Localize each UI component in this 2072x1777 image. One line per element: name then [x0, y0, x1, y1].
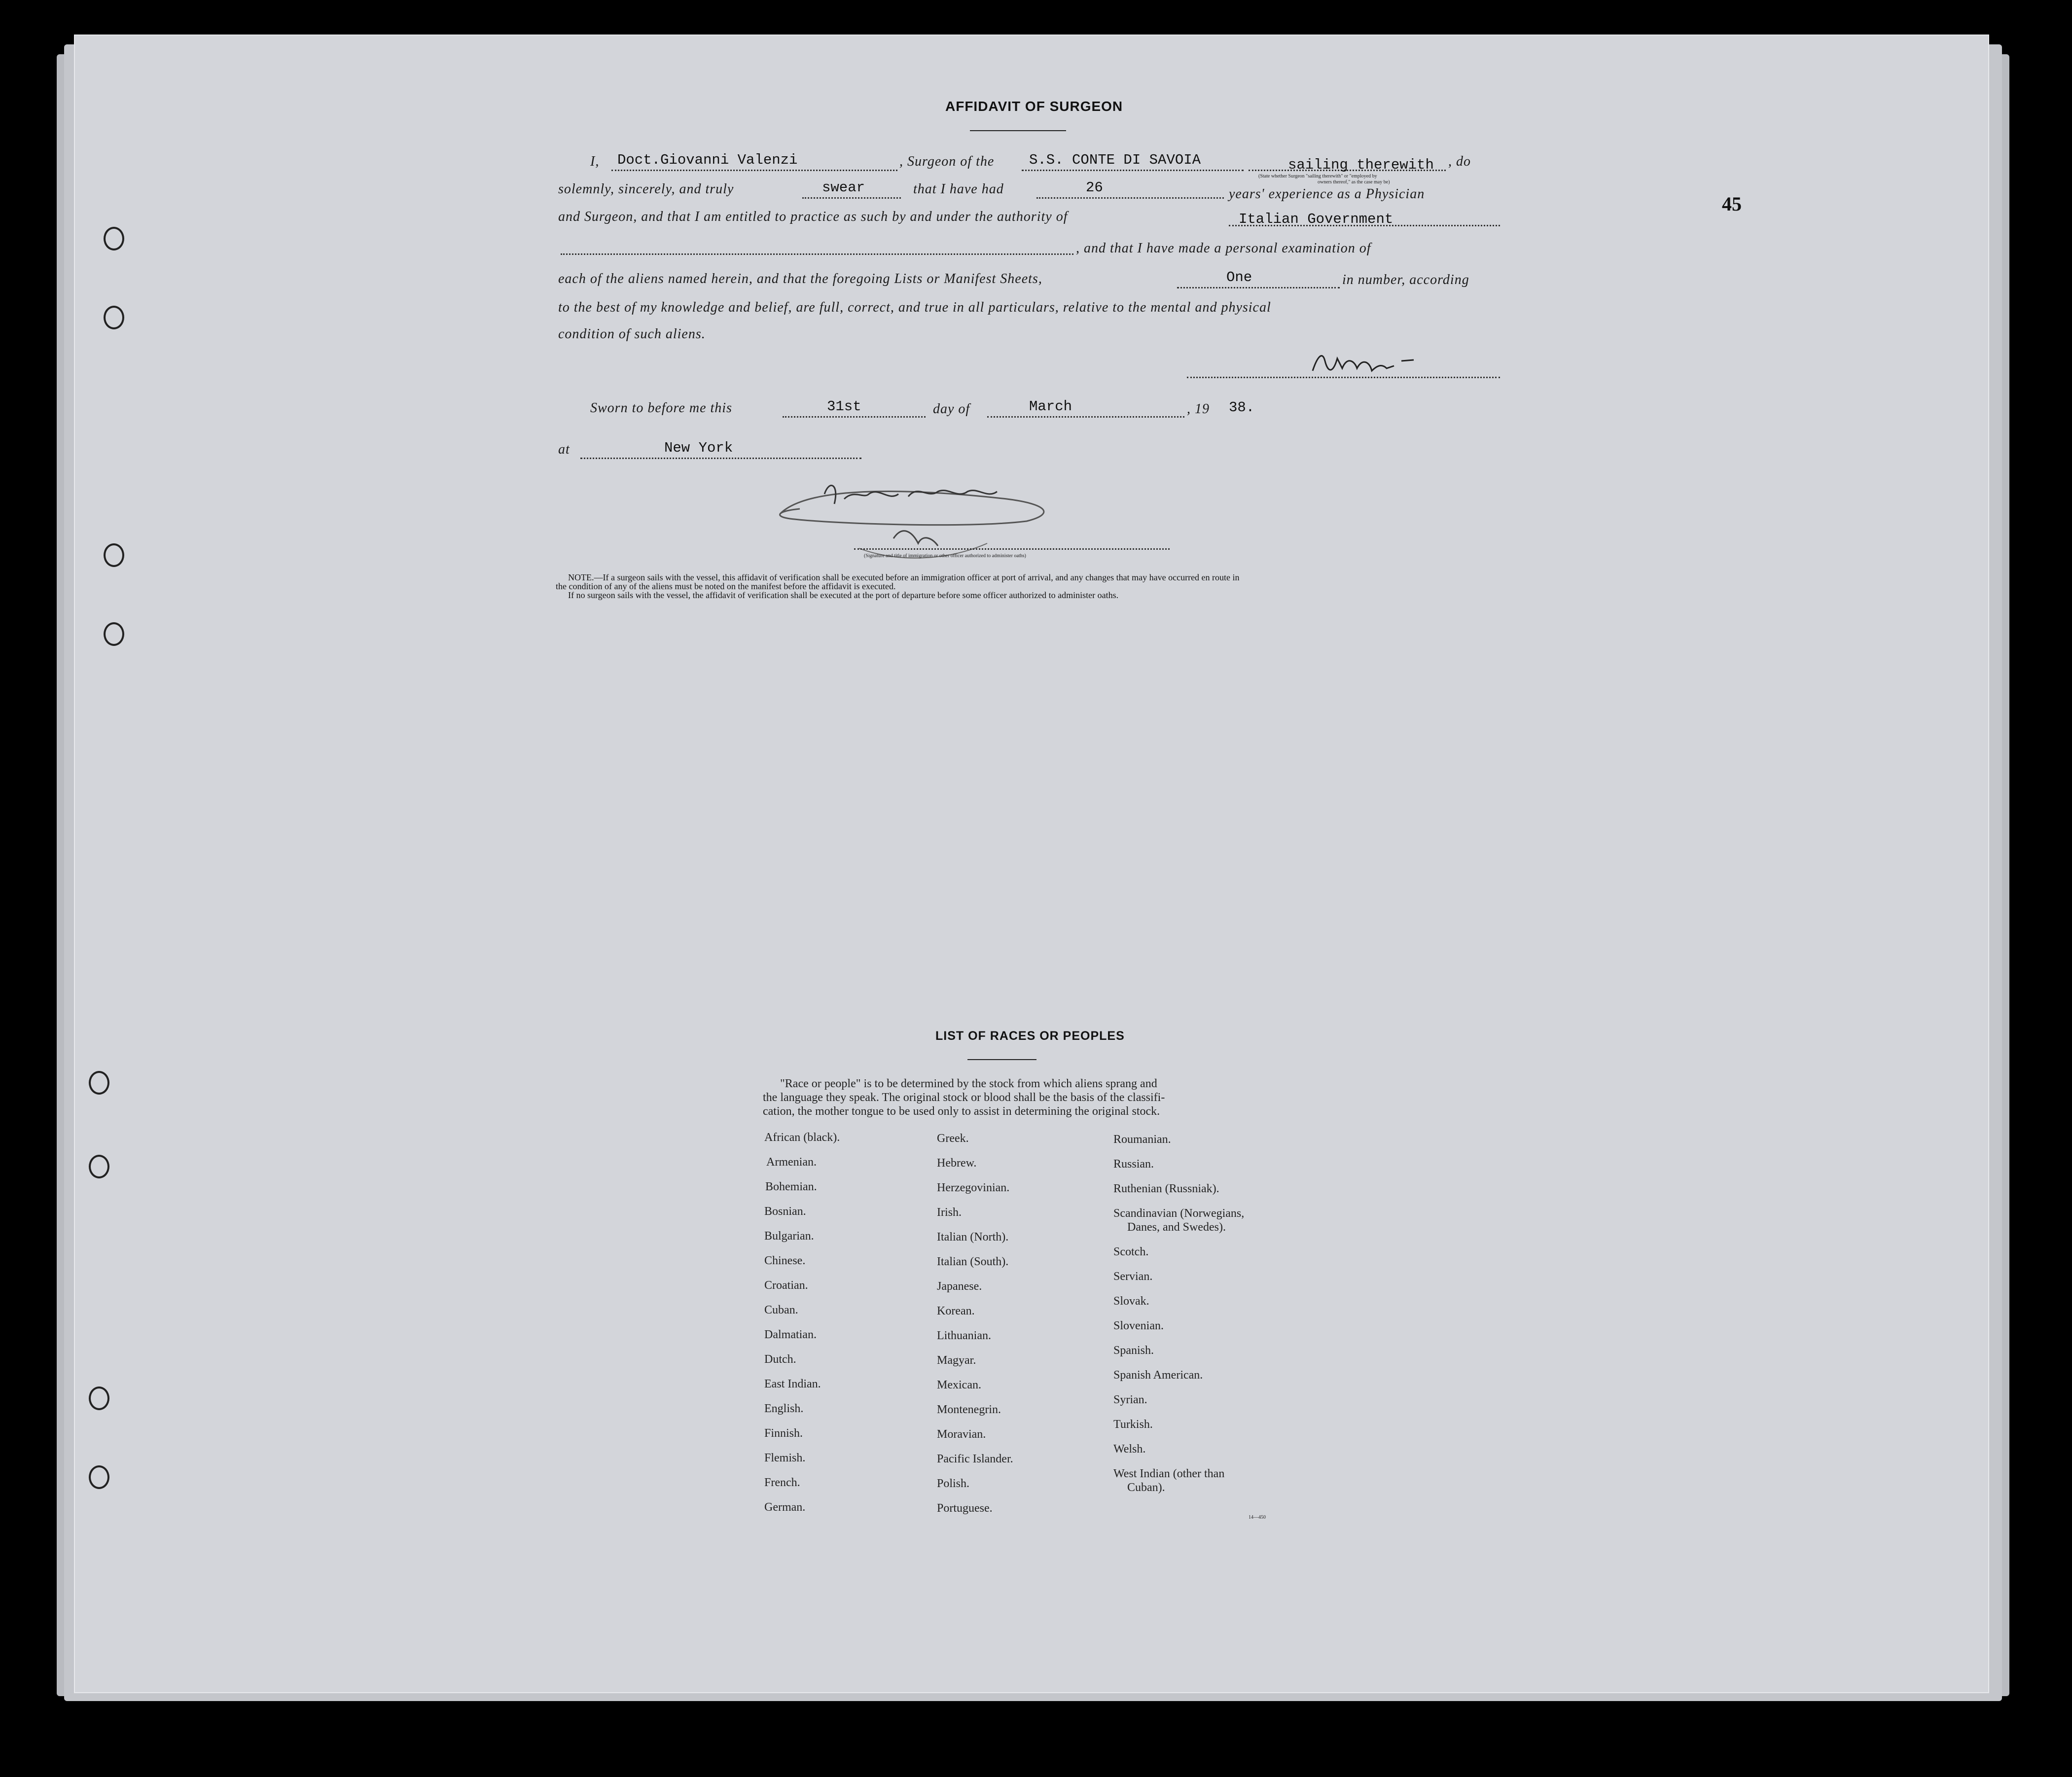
race-item: Scotch.: [1113, 1245, 1149, 1258]
race-item: German.: [764, 1501, 806, 1514]
affidavit-text: to the best of my knowledge and belief, are full, correct, and true in all particulars, relative to the mental and physical: [558, 300, 1271, 315]
sheets-line: [1177, 287, 1340, 288]
race-item: Russian.: [1113, 1158, 1154, 1171]
affidavit-text: solemnly, sincerely, and truly: [558, 181, 734, 197]
race-item: Chinese.: [764, 1254, 806, 1267]
race-item: Welsh.: [1113, 1443, 1146, 1456]
binder-hole: [104, 543, 124, 567]
race-item: Slovenian.: [1113, 1319, 1164, 1332]
race-item: English.: [764, 1402, 804, 1415]
race-item: Hebrew.: [937, 1157, 977, 1170]
race-item: Cuban).: [1127, 1481, 1165, 1494]
race-item: Polish.: [937, 1477, 970, 1490]
race-item: Mexican.: [937, 1379, 981, 1391]
race-item: Magyar.: [937, 1354, 976, 1367]
place-line: [580, 458, 861, 459]
sailing-status: sailing therewith: [1288, 157, 1434, 173]
form-code: 14—450: [1249, 1515, 1266, 1520]
race-item: Dutch.: [764, 1353, 796, 1366]
binder-hole: [89, 1465, 109, 1489]
race-item: French.: [764, 1476, 800, 1489]
manifest-page: [74, 35, 1989, 1693]
officer-caption: (Signature and title of immigration or other officer authorized to administer oaths): [864, 553, 1026, 559]
authority-line-2: [561, 253, 1073, 255]
note-line: the condition of any of the aliens must be noted on the manifest before the affidavit is executed.: [556, 581, 896, 591]
vessel-line: [1022, 170, 1244, 171]
page-number: 45: [1722, 193, 1742, 215]
years-line: [1036, 197, 1224, 199]
affidavit-text: that I have had: [913, 181, 1004, 197]
affidavit-text: , Surgeon of the: [899, 154, 995, 169]
race-item: Flemish.: [764, 1452, 806, 1464]
sailing-note: owners thereof," as the case may be): [1318, 179, 1390, 185]
surgeon-name-line: [611, 170, 897, 171]
officer-signature-line: [854, 548, 1170, 550]
race-item: East Indian.: [764, 1378, 821, 1390]
title-underline: [970, 130, 1066, 131]
sworn-text: Sworn to before me this: [590, 400, 732, 416]
race-item: Korean.: [937, 1305, 975, 1317]
month-line: [987, 416, 1184, 418]
binder-hole: [104, 622, 124, 646]
authority: Italian Government: [1239, 211, 1393, 227]
day-line: [783, 416, 926, 418]
sworn-text: , 19: [1187, 401, 1210, 417]
sworn-month: March: [1029, 398, 1072, 415]
surgeon-name: Doct.Giovanni Valenzi: [617, 152, 798, 168]
binder-hole: [104, 306, 124, 329]
race-item: Armenian.: [766, 1156, 817, 1169]
sworn-text: day of: [933, 401, 970, 417]
race-item: Bosnian.: [764, 1205, 806, 1218]
race-item: Italian (South).: [937, 1255, 1009, 1268]
sworn-day: 31st: [827, 398, 861, 415]
race-item: Syrian.: [1113, 1393, 1147, 1406]
race-item: Scandinavian (Norwegians,: [1113, 1207, 1245, 1220]
binder-hole: [89, 1386, 109, 1410]
race-item: Bulgarian.: [764, 1230, 814, 1243]
races-column-2: [937, 1132, 1013, 1527]
race-item: Turkish.: [1113, 1418, 1153, 1431]
race-item: Bohemian.: [765, 1180, 817, 1193]
affidavit-text: each of the aliens named herein, and that the foregoing Lists or Manifest Sheets,: [558, 271, 1042, 286]
race-item: Spanish American.: [1113, 1369, 1203, 1382]
race-item: Herzegovinian.: [937, 1181, 1010, 1194]
race-item: Slovak.: [1113, 1295, 1149, 1308]
races-title: LIST OF RACES OR PEOPLES: [935, 1029, 1125, 1043]
note-line: If no surgeon sails with the vessel, the affidavit of verification shall be executed at the port of departure before some officer authorized to administer oaths.: [568, 590, 1119, 600]
oath-line: [802, 197, 901, 199]
race-item: Ruthenian (Russniak).: [1113, 1182, 1219, 1195]
surgeon-signature: [1308, 346, 1426, 381]
binder-hole: [89, 1071, 109, 1095]
vessel-name: S.S. CONTE DI SAVOIA: [1029, 152, 1201, 168]
race-item: Dalmatian.: [764, 1328, 817, 1341]
binder-hole: [104, 227, 124, 250]
race-item: Lithuanian.: [937, 1329, 991, 1342]
race-item: Greek.: [937, 1132, 969, 1145]
race-item: Italian (North).: [937, 1231, 1009, 1244]
races-title-underline: [967, 1059, 1036, 1060]
affidavit-title: AFFIDAVIT OF SURGEON: [945, 99, 1123, 114]
sworn-text: at: [558, 442, 570, 457]
note-line: NOTE.—If a surgeon sails with the vessel, this affidavit of verification shall be executed before an immigration officer at port of arrival, and any changes that may have occurred en route in: [568, 572, 1240, 582]
races-intro: cation, the mother tongue to be used only to assist in determining the original stock.: [763, 1105, 1160, 1118]
races-column-3: [1113, 1133, 1244, 1506]
race-item: Irish.: [937, 1206, 962, 1219]
affidavit-text: years' experience as a Physician: [1229, 186, 1425, 202]
races-intro: "Race or people" is to be determined by the stock from which aliens sprang and: [780, 1077, 1157, 1090]
affidavit-text: I,: [590, 154, 600, 169]
races-column-1: [764, 1131, 840, 1526]
binder-hole: [89, 1155, 109, 1178]
race-item: Servian.: [1113, 1270, 1153, 1283]
oath-type: swear: [822, 179, 865, 196]
races-intro: the language they speak. The original stock or blood shall be the basis of the classifi-: [763, 1091, 1165, 1104]
race-item: African (black).: [764, 1131, 840, 1144]
affidavit-text: condition of such aliens.: [558, 326, 706, 342]
race-item: Pacific Islander.: [937, 1453, 1013, 1465]
affidavit-text: in number, according: [1342, 272, 1469, 287]
affidavit-text: , do: [1448, 154, 1471, 169]
race-item: Danes, and Swedes).: [1127, 1221, 1226, 1234]
affidavit-text: and Surgeon, and that I am entitled to practice as such by and under the authority of: [558, 209, 1068, 224]
race-item: Finnish.: [764, 1427, 803, 1440]
race-item: Spanish.: [1113, 1344, 1154, 1357]
race-item: Cuban.: [764, 1304, 798, 1316]
race-item: Croatian.: [764, 1279, 808, 1292]
race-item: Moravian.: [937, 1428, 986, 1441]
race-item: Roumanian.: [1113, 1133, 1171, 1146]
sworn-place: New York: [664, 440, 733, 456]
race-item: Portuguese.: [937, 1502, 993, 1515]
years-experience: 26: [1086, 179, 1103, 196]
sworn-year: 38.: [1229, 399, 1255, 416]
affidavit-text: , and that I have made a personal examination of: [1076, 241, 1371, 256]
race-item: Japanese.: [937, 1280, 982, 1293]
sheet-count: One: [1226, 269, 1252, 285]
sailing-note: (State whether Surgeon "sailing therewith" or "employed by: [1258, 174, 1377, 179]
race-item: Montenegrin.: [937, 1403, 1001, 1416]
race-item: West Indian (other than: [1113, 1467, 1225, 1480]
